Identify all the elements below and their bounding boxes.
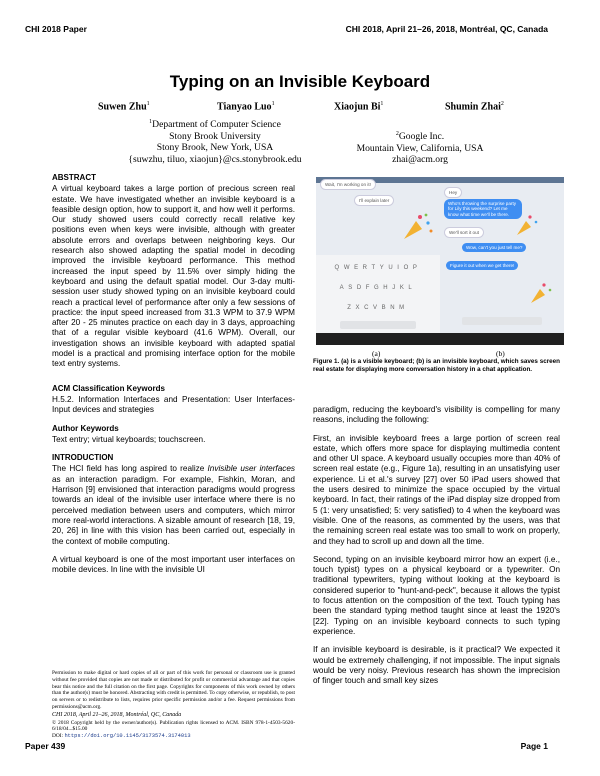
nav-bar (440, 333, 564, 345)
keyboard-row-3: ZXCVBNM (347, 305, 409, 311)
author-4: Shumin Zhai$^2$ (445, 101, 504, 113)
running-header-left: CHI 2018 Paper (25, 24, 87, 34)
author-2: Tianyao Luo$^1$ (217, 101, 275, 113)
paragraph-practicality: If an invisible keyboard is desirable, is it practical? We expected it would be extremely challenging, if not impossible. The input signals would be very noisy. Previous research has shown the imprecision of finger touch and small key sizes (313, 645, 560, 686)
spacebar[interactable] (462, 317, 542, 325)
spacebar[interactable] (340, 321, 416, 329)
intro-paragraph-2: A virtual keyboard is one of the most important user interfaces on mobile devices. In line with the invisible UI (52, 554, 295, 575)
party-popper-icon (528, 281, 554, 305)
conference-line: CHI 2018, April 21–26, 2018, Montréal, QC, Canada (52, 711, 182, 718)
running-header-right: CHI 2018, April 21–26, 2018, Montréal, QC, Canada (345, 24, 548, 34)
party-popper-icon (400, 211, 434, 241)
figure-label-b: (b) (496, 349, 505, 358)
keywords-text: Text entry; virtual keyboards; touchscreen. (52, 434, 206, 444)
chat-bubble: Figure it out when we get there! (446, 261, 518, 270)
paragraph-second-reason: Second, typing on an invisible keyboard mirror how an expert (i.e., touch typist) types on a physical keyboard or a typewriter. On traditional typewriters, typing without looking at the keyboard is considered superior to "hunt-and-peck", because it allows the typist to focus attention on the composition of the text. Touch typing has been the standard typing method taught since at least the 1920's [22]. Typing on an invisible keyboard connects to such typing experience. (313, 554, 560, 636)
paragraph-first-reason: First, an invisible keyboard frees a large portion of screen real estate, which offers more space for displaying multimedia content and other UI space. A keyboard usually occupies more than 40% of screen real estate (e.g., Figure 1a), resulting in an unsatisfying user experience. Li et al.'s survey [27] over 50 iPad users showed that the users desired to minimize the space occupied by the virtual keyboard. In fact, their ratings of the iPad display size dropped from 5 (1: very unsatisfied; 5: very satisfied) to 4 when the keyboard was visible. One of the reasons, as commented by the users, was that the remaining screen real estate was too small to work on properly, and they had to scroll up and down all the time. (313, 433, 560, 546)
chat-bubble: I'll explain later (354, 195, 394, 206)
page-footer-right: Page 1 (520, 741, 548, 751)
chat-bubble: We'll sort it out (444, 227, 484, 238)
keywords-heading: Author Keywords (52, 423, 119, 433)
doi-link[interactable]: https://doi.org/10.1145/3173574.3174013 (64, 733, 191, 740)
keyboard-row-1: QWERTYUIOP (334, 265, 422, 271)
figure-phone-a (316, 177, 440, 345)
chat-bubble: Who's throwing the surprise party for Lily this weekend? Let me know what time we'll be there. (444, 199, 522, 219)
intro-heading: INTRODUCTION (52, 453, 114, 463)
author-1: Suwen Zhu$^1$ (98, 101, 150, 113)
chat-bubble: Wow, can't you just tell me? (462, 243, 526, 252)
visible-keyboard[interactable] (316, 255, 440, 345)
left-column (52, 173, 295, 575)
keyboard-row-2: ASDFGHJKL (339, 285, 417, 291)
chat-bubble: Wait, I'm working on it! (320, 179, 376, 190)
acm-text: H.5.2. Information Interfaces and Presentation: User Interfaces-Input devices and strategies (52, 394, 295, 415)
chat-bubble: Hey (444, 187, 462, 198)
permission-text: Permission to make digital or hard copies of all or part of this work for personal or classroom use is granted without fee provided that copies are not made or distributed for profit or commercial advantage and that copies bear this notice and the full citation on the first page. Copyrights for components of this work owned by others than the author(s) must be honored. Abstracting with credit is permitted. To copy otherwise, or republish, to post on servers or to redistribute to lists, requires prior specific permission and/or a fee. Request permissions from permissions@acm.org. (52, 670, 295, 710)
paragraph-continuation: paradigm, reducing the keyboard's visibility is compelling for many reasons, including the following: (313, 405, 560, 425)
figure-label-a: (a) (372, 349, 381, 358)
party-popper-icon (514, 213, 540, 237)
abstract-heading: ABSTRACT (52, 173, 96, 182)
figure-phone-b (440, 177, 564, 345)
right-column (313, 405, 560, 686)
abstract-text: A virtual keyboard takes a large portion of precious screen real estate. We have investigated whether an invisible keyboard is a feasible design option, how to support it, and how well it performs. Our study showed users could correctly recall relative key positions even when keys were invisible, although with greater absolute errors and overlaps between neighboring keys. Our research also showed adapting the spatial model in decoding improved the invisible keyboard performance. This method increased the input speed by 11.5% over simply hiding the keyboard and using the default spatial model. Our 3-day multi-session user study showed typing on an invisible keyboard could reach a practical level of performance after only a few sessions of practice: the input speed increased from 31.3 WPM to 37.9 WPM after 20 - 25 minutes practice on each day in 3 days, approaching that of a regular visible keyboard (41.6 WPM). Overall, our investigation shows an invisible keyboard with adapted spatial model is a practical and promising interface option for the mobile text entry systems. (52, 184, 295, 369)
author-3: Xiaojun Bi$^1$ (334, 101, 384, 113)
page-footer-left: Paper 439 (25, 741, 66, 751)
copyright-line: © 2018 Copyright held by the owner/author(s). Publication rights licensed to ACM. ISBN 978-1-4503-5620-6/18/04...$15.00 (52, 719, 295, 733)
nav-bar (316, 333, 440, 345)
affiliation-1: $^1$Department of Computer Science Stony Brook University Stony Brook, New York, USA {suwzhu, tiluo, xiaojun}@cs.stonybrook.edu (128, 119, 302, 165)
affiliation-2: $^2$Google Inc. Mountain View, California, USA zhai@acm.org (356, 131, 484, 166)
intro-paragraph-1: The HCI field has long aspired to realize Invisible user interfaces as an interaction paradigm. For example, Fishkin, Moran, and Harrison [9] envisioned that interaction paradigms would progress towards an ideal of the invisible user interface where there is no perceived mediation between users and computers, which mirror more real-world interactions. A sizable amount of research [18, 19, 20, 26] in line with this vision has been carried out, especially in the context of mobile computing. (52, 464, 295, 546)
acm-heading: ACM Classification Keywords (52, 383, 165, 393)
permission-block: Permission to make digital or hard copies of all or part of this work for personal or classroom use is granted without fee provided that copies are not made or distributed for profit or commercial advantage and that copies bear this notice and the full citation on the first page. Copyrights for components of this work owned by others than the author(s) must be honored. Abstracting with credit is permitted. To copy otherwise, or republish, to post on servers or to redistribute to lists, requires prior specific permission and/or a fee. Request permissions from permissions@acm.org. CHI 2018, April 21–26, 2018, Montréal, QC, Canada © 2018 Copyright held by the owner/author(s). Publication rights licensed to ACM. ISBN 978-1-4503-5620-6/18/04...$15.00 DOI: https://doi.org/10.1145/3173574.3174013 (52, 670, 295, 740)
paper-title: Typing on an Invisible Keyboard (169, 72, 431, 91)
figure-caption: Figure 1. (a) is a visible keyboard; (b) is an invisible keyboard, which saves screen real estate for displaying more conversation history in a chat application. (313, 358, 560, 373)
